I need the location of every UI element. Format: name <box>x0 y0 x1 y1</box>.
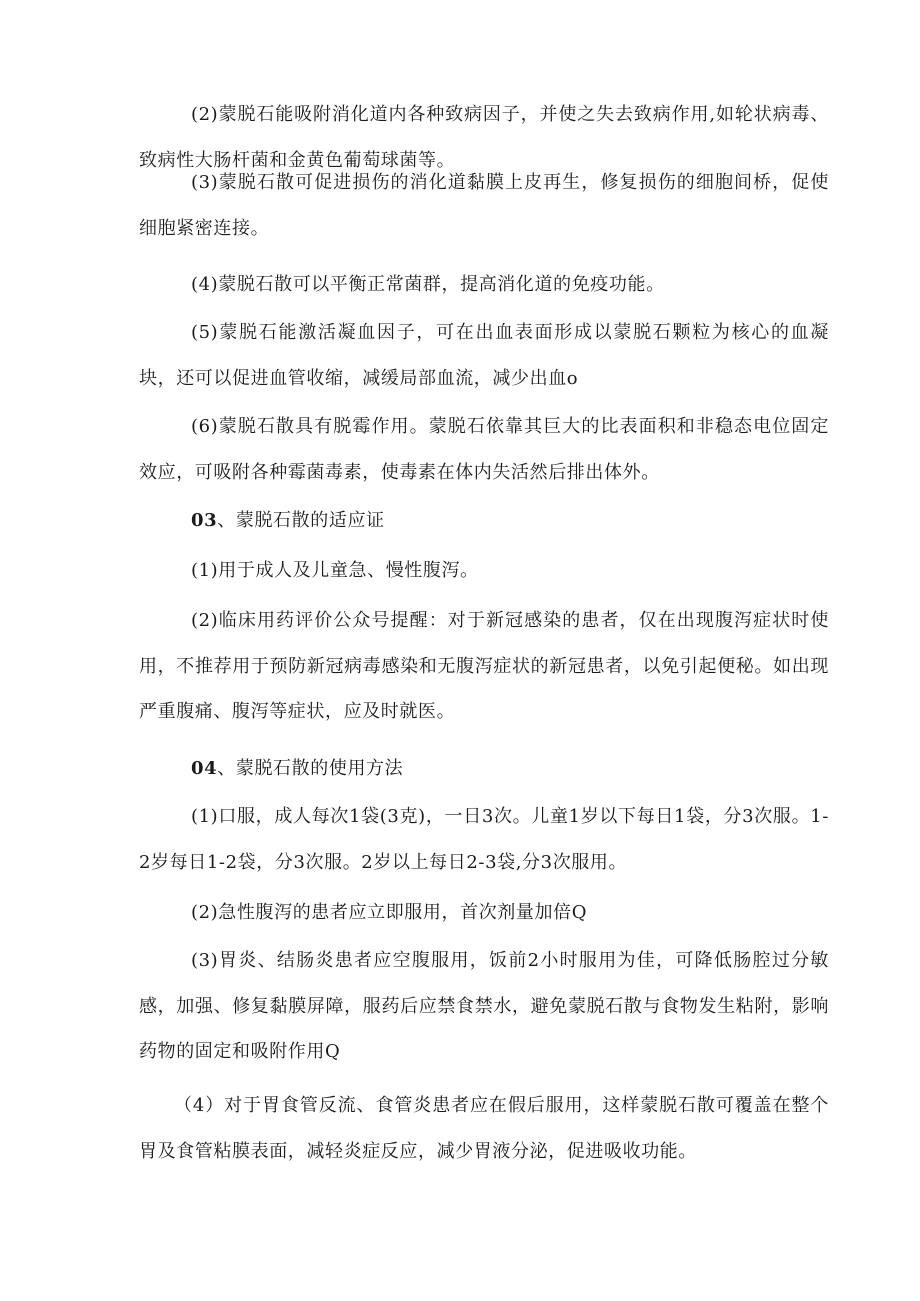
paragraph-coagulation: (5)蒙脱石能激活凝血因子，可在出血表面形成以蒙脱石颗粒为核心的血凝块，还可以促进血管收缩，减缓局部血流，减少出血o <box>139 322 829 389</box>
section-heading-usage <box>191 746 403 792</box>
paragraph-reflux-usage: （4）对于胃食管反流、食管炎患者应在假后服用，这样蒙脱石散可覆盖在整个胃及食管粘膜表面，减轻炎症反应，减少胃液分泌，促进吸收功能。 <box>139 1095 829 1162</box>
paragraph-gastritis-usage: (3)胃炎、结肠炎患者应空腹服用，饭前2小时服用为佳，可降低肠腔过分敏感，加强、修复黏膜屏障，服药后应禁食禁水，避免蒙脱石散与食物发生粘附，影响药物的固定和吸附作用Q <box>139 950 829 1062</box>
paragraph-covid-reminder: (2)临床用药评价公众号提醒：对于新冠感染的患者，仅在出现腹泻症状时使用，不推荐用于预防新冠病毒感染和无腹泻症状的新冠患者，以免引起便秘。如出现严重腹痛、腹泻等症状，应及时就医。 <box>139 610 829 722</box>
paragraph-indication-diarrhea: (1)用于成人及儿童急、慢性腹泻。 <box>191 560 479 581</box>
paragraph-oral-dosage: (1)口服，成人每次1袋(3克)，一日3次。儿童1岁以下每日1袋，分3次服。1-2岁每日1-2袋，分3次服。2岁以上每日2-3袋,分3次服用。 <box>139 806 829 873</box>
heading-number: 03 <box>191 510 218 531</box>
heading-text: 、蒙脱石散的适应证 <box>217 510 385 531</box>
paragraph-acute-diarrhea: (2)急性腹泻的患者应立即服用，首次剂量加倍Q <box>191 902 588 923</box>
section-heading-indications <box>191 498 385 544</box>
paragraph-mold-removal: (6)蒙脱石散具有脱霉作用。蒙脱石依靠其巨大的比表面积和非稳态电位固定效应，可吸附各种霉菌毒素，使毒素在体内失活然后排出体外。 <box>139 416 829 483</box>
heading-text: 、蒙脱石散的使用方法 <box>217 758 404 779</box>
paragraph-mucosa-repair: (3)蒙脱石散可促进损伤的消化道黏膜上皮再生，修复损伤的细胞间桥，促使细胞紧密连接。 <box>139 172 829 239</box>
paragraph-montmorillonite-adsorption: (2)蒙脱石能吸附消化道内各种致病因子，并使之失去致病作用,如轮状病毒、致病性大肠杆菌和金黄色葡萄球菌等。 <box>139 104 829 171</box>
heading-number: 04 <box>191 758 218 779</box>
paragraph-flora-balance: (4)蒙脱石散可以平衡正常菌群，提高消化道的免疫功能。 <box>191 274 665 295</box>
